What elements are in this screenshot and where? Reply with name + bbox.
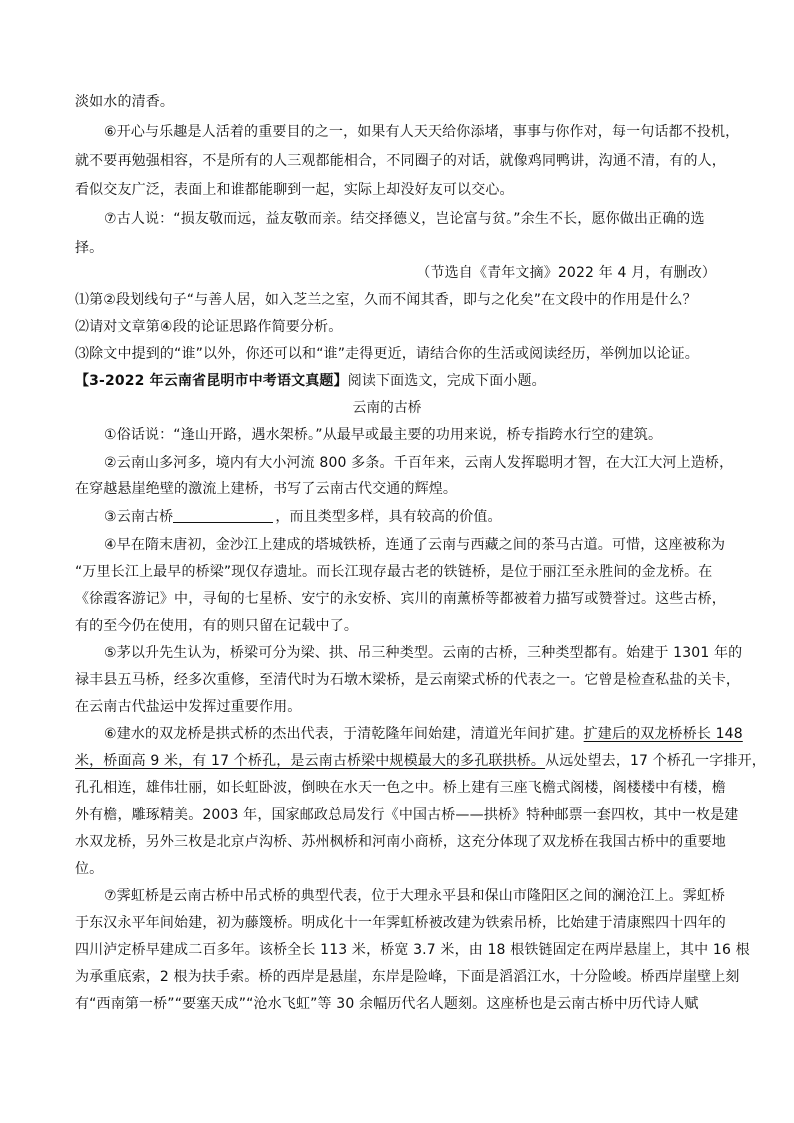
question-2: ⑵请对文章第④段的论证思路作简要分析。 [75,319,343,335]
paragraph-1: ①俗话说：“逢山开路，遇水架桥。”从最早或最主要的功用来说，桥专指跨水行空的建筑。 [104,427,663,443]
paragraph-7-line: 择。 [75,240,104,256]
paragraph-6-line [75,751,766,771]
paragraph-2-line: 在穿越悬崖绝壁的激流上建桥，书写了云南古代交通的辉煌。 [75,481,458,497]
text-line: 淡如水的清香。 [75,94,175,110]
paragraph-6-line: 外有檐，雕琢精美。2003 年，国家邮政总局发行《中国古桥——拱桥》特种邮票一套四枚，其中一枚是建 [75,807,739,823]
paragraph-3-text: ③云南古桥 [104,509,174,525]
underlined-sentence: 扩建后的双龙桥桥长 148 [583,726,743,742]
underlined-sentence: 米，桥面高 9 米，有 17 个桥孔，是云南古桥梁中规模最大的多孔联拱桥。 [75,753,546,769]
paragraph-6-text: 从远处望去，17 个桥孔一字排开， [545,753,766,769]
paragraph-6-line: ⑥开心与乐趣是人活着的重要目的之一，如果有人天天给你添堵，事事与你作对，每一句话都不投机， [104,124,740,140]
paragraph-6-line: 位。 [75,861,104,877]
article-title: 云南的古桥 [352,400,422,416]
fill-blank [173,508,273,523]
paragraph-6-text: ⑥建水的双龙桥是拱式桥的杰出代表，于清乾隆年间始建，清道光年间扩建。 [104,726,584,742]
paragraph-4-line: ④早在隋末唐初，金沙江上建成的塔城铁桥，连通了云南与西藏之间的茶马古道。可惜，这座被称为 [104,537,726,553]
question-3: ⑶除文中提到的“谁”以外，你还可以和“谁”走得更近，请结合你的生活或阅读经历，举例加以论证。 [75,346,699,362]
paragraph-6-line: 看似交友广泛，表面上和谁都能聊到一起，实际上却没好友可以交心。 [75,182,514,198]
section-instruction: 阅读下面选文，完成下面小题。 [347,373,546,389]
paragraph-5-line: 禄丰县五马桥，经多次重修，至清代时为石墩木梁桥，是云南梁式桥的代表之一。它曾是检查私盐的关卡， [75,672,741,688]
paragraph-2-line: ②云南山多河多，境内有大小河流 800 多条。千百年来，云南人发挥聪明才智，在大江大河上造桥， [104,455,734,471]
paragraph-6-line: 孔孔相连，雄伟壮丽，如长虹卧波，倒映在水天一色之中。桥上建有三座飞檐式阁楼，阁楼楼中有楼，檐 [75,780,726,796]
section-header [75,371,546,391]
question-1: ⑴第②段划线句子“与善人居，如入芝兰之室，久而不闻其香，即与之化矣”在文段中的作用是什么？ [75,292,697,308]
paragraph-7-line: 为承重底索，2 根为扶手索。桥的西岸是悬崖，东岸是险峰，下面是滔滔江水，十分险峻。桥西岸崖壁上刻 [75,969,740,985]
paragraph-7-line: 四川泸定桥早建成二百多年。该桥全长 113 米，桥宽 3.7 米，由 18 根铁链固定在两岸悬崖上，其中 16 根 [75,942,750,958]
section-heading: 【3-2022 年云南省昆明市中考语文真题】 [75,373,348,389]
source-citation: （节选自《青年文摘》2022 年 4 月，有删改） [416,265,716,281]
paragraph-4-line: 有的至今仍在使用，有的则只留在记载中了。 [75,618,358,634]
paragraph-4-line: 《徐霞客游记》中，寻甸的七星桥、安宁的永安桥、宾川的南薰桥等都被着力描写或赞誉过。这些古桥， [75,591,726,607]
paragraph-5-line: ⑤茅以升先生认为，桥梁可分为梁、拱、吊三种类型。云南的古桥，三种类型都有。始建于 1301 年的 [104,645,743,661]
paragraph-6-line [104,724,743,744]
paragraph-5-line: 在云南古代盐运中发挥过重要作用。 [75,699,302,715]
paragraph-3 [104,507,502,527]
paragraph-7-line: 于东汉永平年间始建，初为藤篾桥。明成化十一年霁虹桥被改建为铁索吊桥，比始建于清康熙四十四年的 [75,915,726,931]
paragraph-6-line: 就不要再勉强相容，不是所有的人三观都能相合，不同圈子的对话，就像鸡同鸭讲，沟通不清，有的人， [75,153,726,169]
paragraph-7-line: ⑦霁虹桥是云南古桥中吊式桥的典型代表，位于大理永平县和保山市隆阳区之间的澜沧江上。霁虹桥 [104,888,726,904]
paragraph-3-text: ，而且类型多样，具有较高的价值。 [275,509,502,525]
paragraph-4-line: “万里长江上最早的桥梁”现仅存遗址。而长江现存最古老的铁链桥，是位于丽江至永胜间的金龙桥。在 [75,564,713,580]
paragraph-7-line: ⑦古人说：“损友敬而远，益友敬而亲。结交择德义，岂论富与贫。”余生不长，愿你做出正确的选 [104,211,705,227]
paragraph-7-line: 有“西南第一桥”“要塞天成”“沧水飞虹”等 30 余幅历代名人题刻。这座桥也是云南古桥中历代诗人赋 [75,996,699,1012]
paragraph-6-line: 水双龙桥，另外三枚是北京卢沟桥、苏州枫桥和河南小商桥，这充分体现了双龙桥在我国古桥中的重要地 [75,834,726,850]
